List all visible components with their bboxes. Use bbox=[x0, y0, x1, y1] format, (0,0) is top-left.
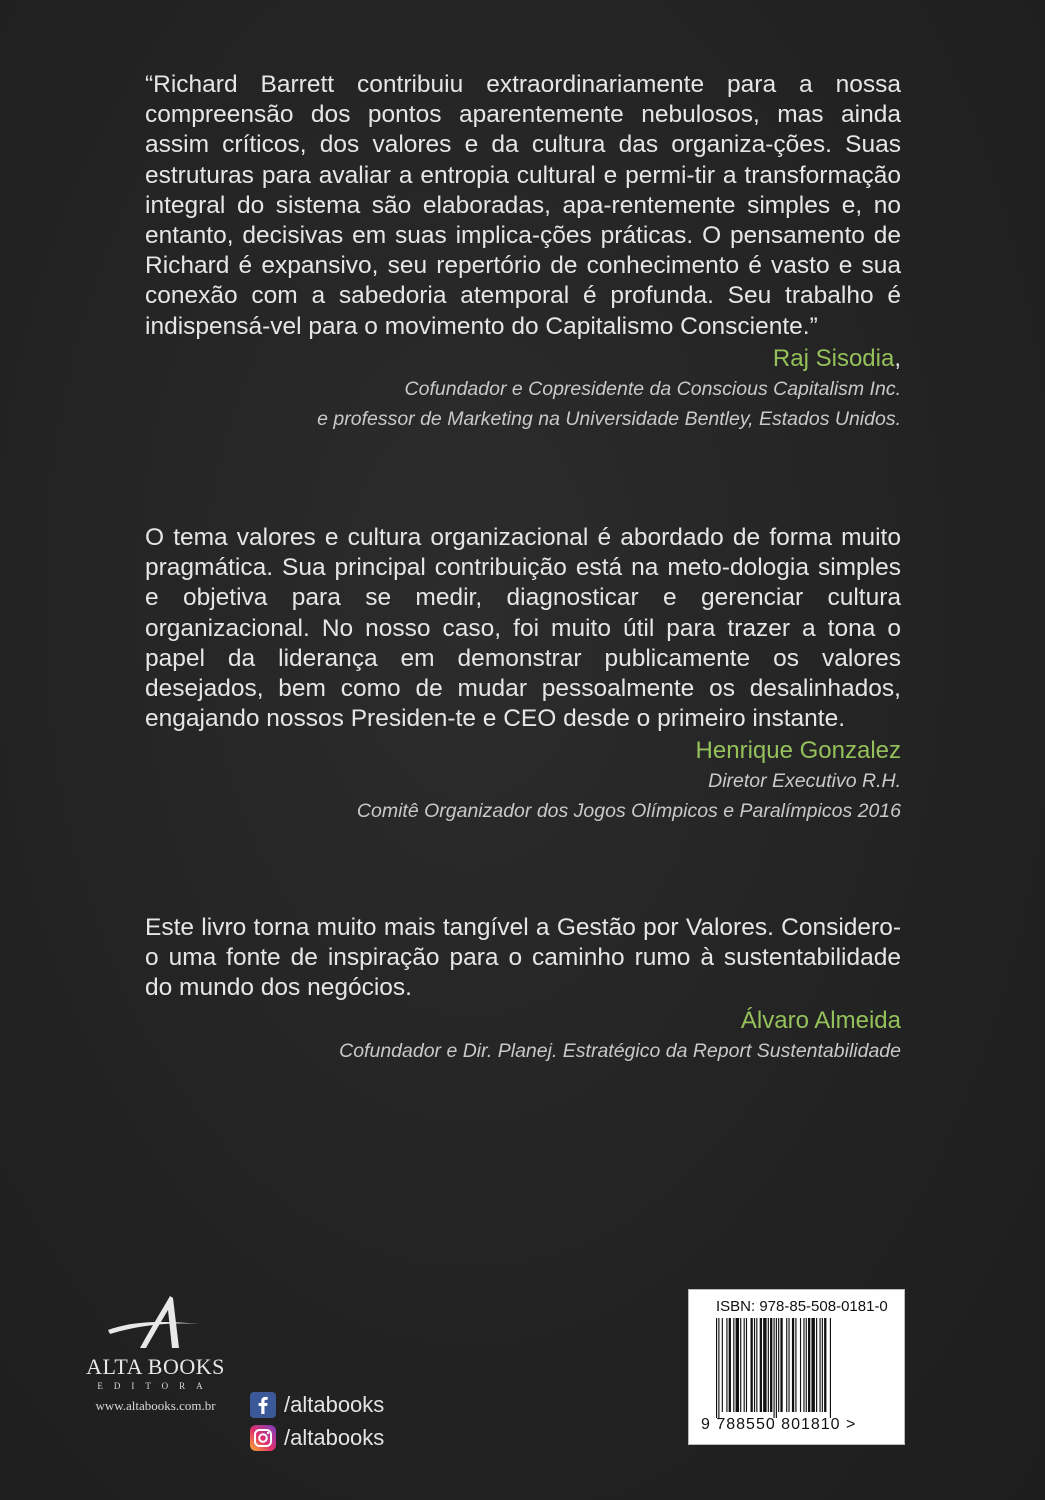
barcode-bar bbox=[760, 1318, 762, 1412]
testimonial-quote: Este livro torna muito mais tangível a Gestão por Valores. Considero-o uma fonte de inspiração para o caminho rumo à sustentabilidade do mundo dos negócios. bbox=[145, 914, 901, 1002]
barcode-bar bbox=[780, 1318, 782, 1412]
testimonial-quote: “Richard Barrett contribuiu extraordinariamente para a nossa compreensão dos pontos aparentemente nebulosos, mas ainda assim críticos, dos valores e da cultura das organiza-ções. Suas estruturas para avaliar a entropia cultural e permi-tir a transformação integral do sistema são elaboradas, apa-rentemente simples e, no entanto, decisivas em suas implica-ções práticas. O pensamento de Richard é expansivo, seu repertório de conhecimento é vasto e sua conexão com a sabedoria atemporal é profunda. Seu trabalho é indispensá-vel para o movimento do Capitalismo Consciente.” bbox=[145, 71, 901, 340]
barcode-bar bbox=[811, 1318, 814, 1412]
facebook-handle: /altabooks bbox=[284, 1392, 385, 1417]
publisher-name: ALTA BOOKS bbox=[86, 1354, 225, 1379]
testimonial-author bbox=[145, 344, 901, 374]
facebook-icon bbox=[250, 1392, 276, 1418]
isbn-number: ISBN: 978-85-508-0181-0 bbox=[716, 1298, 888, 1315]
barcode-bar bbox=[740, 1318, 741, 1412]
barcode-bar bbox=[768, 1318, 769, 1412]
testimonial-1 bbox=[145, 70, 901, 434]
barcode-bar bbox=[776, 1318, 777, 1418]
barcode-bar bbox=[718, 1318, 719, 1418]
barcode-bars bbox=[716, 1318, 881, 1418]
barcode-bar bbox=[744, 1318, 745, 1412]
barcode-bar bbox=[774, 1318, 775, 1418]
barcode-bar bbox=[816, 1318, 817, 1412]
barcode-bar bbox=[751, 1318, 753, 1412]
barcode-bar bbox=[786, 1318, 787, 1412]
barcode-bar bbox=[746, 1318, 747, 1412]
author-affiliation-line: Cofundador e Dir. Planej. Estratégico da Report Sustentabilidade bbox=[339, 1039, 901, 1062]
alta-books-a-logo-icon bbox=[100, 1292, 210, 1352]
barcode-bar bbox=[808, 1318, 810, 1412]
barcode-bar bbox=[792, 1318, 794, 1412]
barcode-bar bbox=[756, 1318, 757, 1412]
barcode-bar bbox=[729, 1318, 731, 1412]
barcode-bar bbox=[733, 1318, 734, 1412]
testimonial-2 bbox=[145, 523, 901, 826]
instagram-icon bbox=[250, 1425, 276, 1451]
barcode-bar bbox=[806, 1318, 807, 1412]
barcode-bar bbox=[754, 1318, 755, 1412]
barcode-bar bbox=[822, 1318, 823, 1412]
isbn-barcode bbox=[688, 1289, 905, 1445]
instagram-link bbox=[250, 1424, 384, 1452]
barcode-bar bbox=[722, 1318, 723, 1412]
testimonial-author: Álvaro Almeida bbox=[740, 1006, 901, 1034]
barcode-bar bbox=[824, 1318, 826, 1412]
author-affiliation-line: e professor de Marketing na Universidade Bentley, Estados Unidos. bbox=[317, 407, 901, 430]
author-comma: , bbox=[894, 344, 901, 372]
author-affiliation-line: Cofundador e Copresidente da Conscious Capitalism Inc. bbox=[404, 377, 901, 400]
barcode-digits: 9 788550 801810 > bbox=[701, 1416, 857, 1433]
author-name: Raj Sisodia bbox=[772, 344, 895, 372]
facebook-link bbox=[250, 1391, 384, 1419]
instagram-handle: /altabooks bbox=[284, 1425, 385, 1450]
barcode-bar bbox=[820, 1318, 821, 1412]
testimonial-3 bbox=[145, 913, 901, 1066]
barcode-bar bbox=[803, 1318, 804, 1412]
barcode-bar bbox=[736, 1318, 739, 1412]
barcode-bar bbox=[770, 1318, 772, 1412]
barcode-bar bbox=[763, 1318, 766, 1412]
barcode-bar bbox=[726, 1318, 727, 1412]
publisher-logo bbox=[78, 1292, 236, 1442]
testimonial-quote: O tema valores e cultura organizacional é abordado de forma muito pragmática. Sua principal contribuição está na meto-dologia simples e objetiva para se medir, diagnosticar e gerenciar cultura organizacional. No nosso caso, foi muito útil para trazer a tona o papel da liderança em demonstrar publicamente os valores desejados, bem como de mudar pessoalmente os desalinhados, engajando nossos Presiden-te e CEO desde o primeiro instante. bbox=[145, 524, 901, 733]
testimonial-author: Henrique Gonzalez bbox=[695, 737, 901, 765]
barcode-bar bbox=[716, 1318, 717, 1418]
publisher-subtitle: EDITORA bbox=[97, 1381, 214, 1391]
author-affiliation-line: Comitê Organizador dos Jogos Olímpicos e Paralímpicos 2016 bbox=[356, 800, 901, 823]
author-affiliation-line: Diretor Executivo R.H. bbox=[708, 770, 901, 793]
publisher-url: www.altabooks.com.br bbox=[95, 1398, 216, 1413]
barcode-bar bbox=[800, 1318, 801, 1412]
barcode-bar bbox=[788, 1318, 789, 1412]
barcode-bar bbox=[795, 1318, 796, 1412]
barcode-bar bbox=[778, 1318, 779, 1412]
barcode-bar bbox=[830, 1318, 831, 1418]
